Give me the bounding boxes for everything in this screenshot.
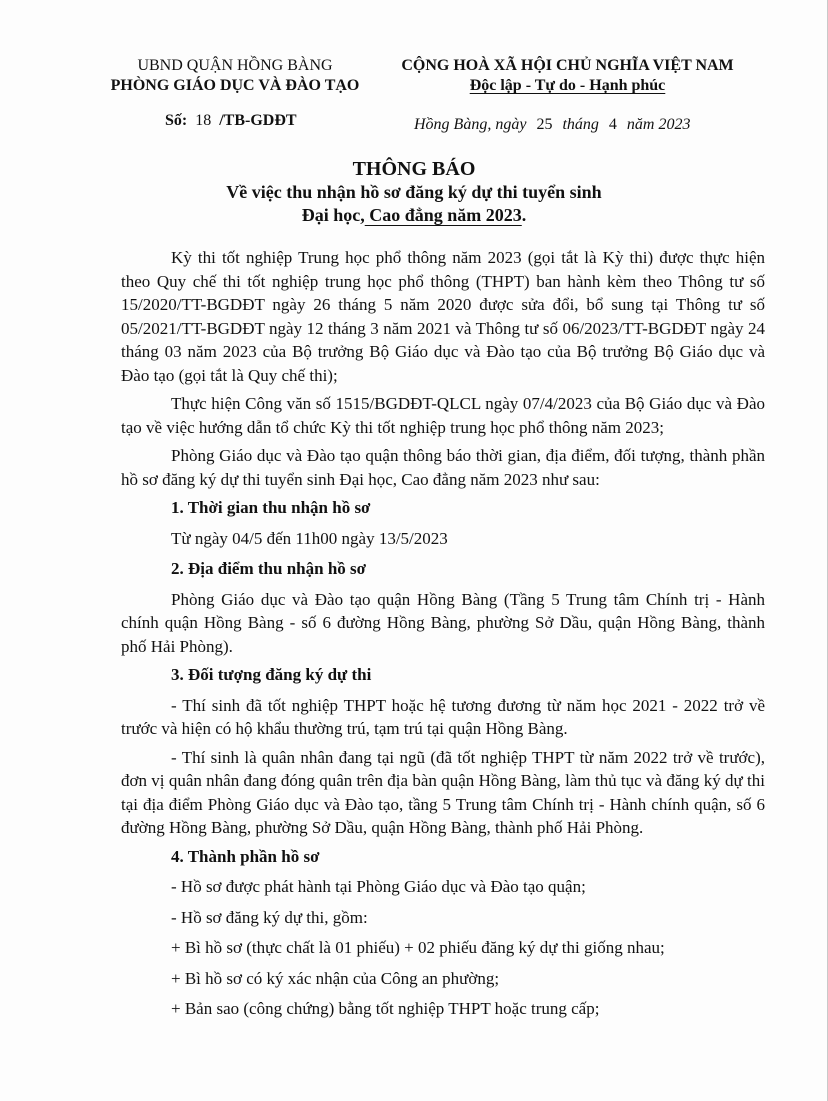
section-3-item-1: - Thí sinh đã tốt nghiệp THPT hoặc hệ tương đương từ năm học 2021 - 2022 trở về trước và hiện có hộ khẩu thường trú, tạm trú tại quận Hồng Bàng. — [121, 695, 765, 738]
section-4-item: + Bản sao (công chứng) bằng tốt nghiệp THPT hoặc trung cấp; — [171, 999, 600, 1018]
document-body — [121, 246, 765, 1028]
paragraph-legal-basis: Kỳ thi tốt nghiệp Trung học phổ thông năm 2023 (gọi tắt là Kỳ thi) được thực hiện theo Quy chế thi tốt nghiệp trung học phổ thông (THPT) ban hành kèm theo Thông tư số 15/2020/TT-BGDĐT ngày 26 tháng 5 năm 2020 được sửa đổi, bổ sung tại Thông tư số 05/2021/TT-BGDĐT ngày 12 tháng 3 năm 2021 và Thông tư số 06/2023/TT-BGDĐT ngày 24 tháng 03 năm 2023 của Bộ trưởng Bộ Giáo dục và Đào tạo của Bộ trưởng Bộ Giáo dục và Đào tạo (gọi tắt là Quy chế thi); — [121, 248, 765, 385]
section-3-heading: 3. Đối tượng đăng ký dự thi — [171, 665, 372, 684]
title-subtitle-2 — [0, 204, 828, 227]
paragraph-implementation: Thực hiện Công văn số 1515/BGDĐT-QLCL ngày 07/4/2023 của Bộ Giáo dục và Đào tạo về việc hướng dẫn tổ chức Kỳ thi tốt nghiệp trung học phổ thông năm 2023; — [121, 394, 765, 437]
document-number-value: 18 — [195, 112, 212, 129]
paragraph-announcement: Phòng Giáo dục và Đào tạo quận thông báo thời gian, địa điểm, đối tượng, thành phần hồ sơ đăng ký dự thi tuyển sinh Đại học, Cao đẳng năm 2023 như sau: — [121, 446, 765, 489]
document-title — [0, 157, 828, 227]
place-and-date — [414, 116, 690, 134]
year-label: năm 2023 — [626, 116, 691, 133]
title-subtitle-2c: . — [521, 205, 527, 225]
section-3-item-2: - Thí sinh là quân nhân đang tại ngũ (đã tốt nghiệp THPT từ năm 2022 trở về trước), đơn vị quân nhân đang đóng quân trên địa bàn quận Hồng Bàng, làm thủ tục và đăng ký dự thi tại địa điểm Phòng Giáo dục và Đào tạo, tầng 5 Trung tâm Chính trị - Hành chính quận, số 6 đường Hồng Bàng, phường Sở Dầu, quận Hồng Bàng, thành phố Hải Phòng. — [121, 747, 765, 837]
section-4-item: - Hồ sơ đăng ký dự thi, gồm: — [171, 907, 368, 927]
section-4-item: + Bì hồ sơ có ký xác nhận của Công an phường; — [171, 968, 500, 988]
date-month: 4 — [608, 116, 617, 133]
section-1-heading: 1. Thời gian thu nhận hồ sơ — [171, 498, 371, 517]
title-main: THÔNG BÁO — [352, 158, 476, 180]
org-line-2: PHÒNG GIÁO DỤC VÀ ĐÀO TẠO — [110, 77, 360, 94]
document-number-prefix: Số: — [165, 112, 188, 129]
month-label: tháng — [562, 116, 599, 133]
section-1-text: Từ ngày 04/5 đến 11h00 ngày 13/5/2023 — [171, 528, 448, 548]
document-number — [165, 112, 297, 130]
national-motto: Độc lập - Tự do - Hạnh phúc — [469, 77, 666, 94]
section-2-heading: 2. Địa điểm thu nhận hồ sơ — [171, 559, 367, 578]
section-4-heading: 4. Thành phần hồ sơ — [171, 846, 320, 866]
national-heading — [385, 56, 750, 96]
nation-line-1: CỘNG HOÀ XÃ HỘI CHỦ NGHĨA VIỆT NAM — [401, 57, 734, 74]
title-subtitle-2a: Đại học, — [301, 205, 365, 225]
section-4-item: - Hồ sơ được phát hành tại Phòng Giáo dục và Đào tạo quận; — [171, 877, 586, 896]
org-line-1: UBND QUẬN HỒNG BÀNG — [137, 57, 333, 74]
issuing-organization — [95, 56, 375, 96]
title-subtitle-2b: Cao đẳng năm 2023 — [364, 205, 522, 225]
date-day: 25 — [536, 116, 553, 133]
document-number-suffix: /TB-GDĐT — [219, 112, 297, 129]
section-4-item: + Bì hồ sơ (thực chất là 01 phiếu) + 02 phiếu đăng ký dự thi giống nhau; — [171, 938, 665, 957]
section-2-text: Phòng Giáo dục và Đào tạo quận Hồng Bàng (Tầng 5 Trung tâm Chính trị - Hành chính quận Hồng Bàng - số 6 đường Hồng Bàng, phường Sở Dầu, quận Hồng Bàng, thành phố Hải Phòng). — [121, 589, 765, 656]
place-prefix: Hồng Bàng, ngày — [414, 116, 527, 133]
title-subtitle-1: Về việc thu nhận hồ sơ đăng ký dự thi tuyển sinh — [226, 182, 602, 202]
